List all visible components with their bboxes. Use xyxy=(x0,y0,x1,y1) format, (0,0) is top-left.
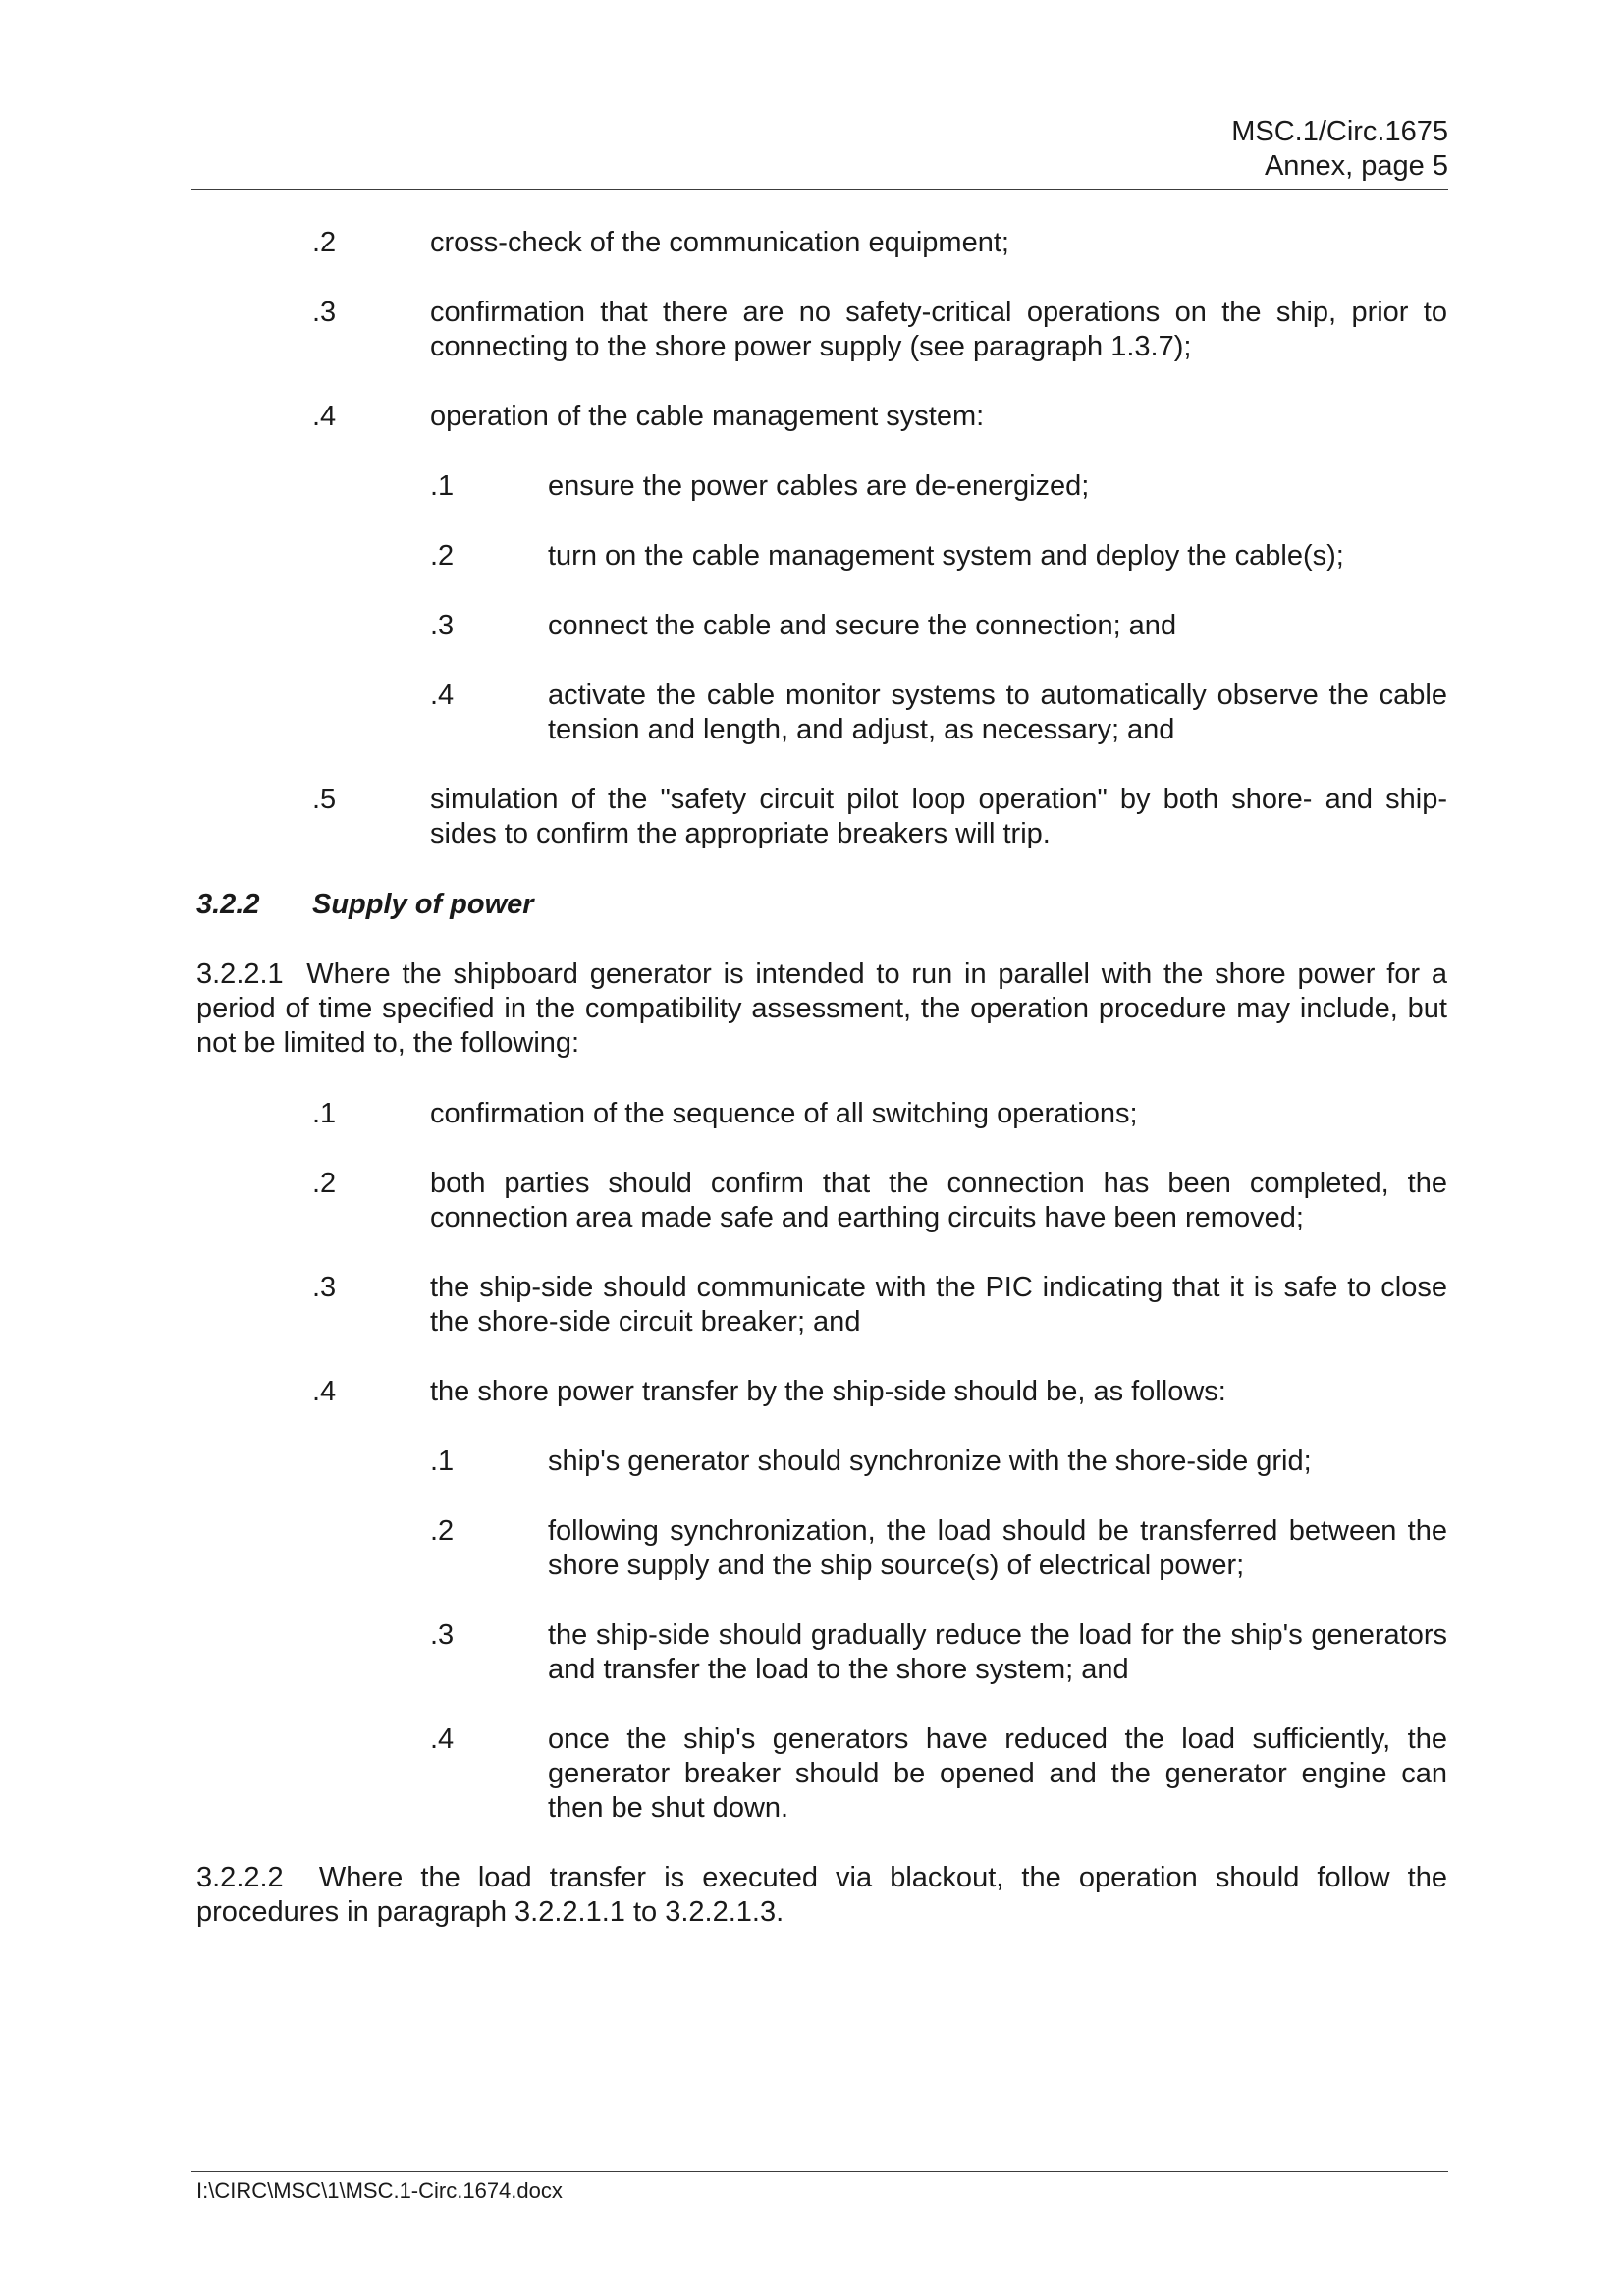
paragraph-3-2-2-2: 3.2.2.2 Where the load transfer is executed via blackout, the operation should follow the procedures in paragraph 3.2.2.1.1 to 3.2.2.1.3. xyxy=(196,1862,1447,1928)
sublist-item-text: following synchronization, the load should be transferred between the shore supply and the ship source(s) of electrical power; xyxy=(548,1515,1447,1581)
header-rule xyxy=(191,189,1448,190)
sublist-item-number: .1 xyxy=(430,470,455,502)
section-title: Supply of power xyxy=(312,889,534,920)
list-item-number: .3 xyxy=(312,297,337,328)
section-number: 3.2.2 xyxy=(196,889,260,920)
list-item-text: both parties should confirm that the connection has been completed, the connection area made safe and earthing circuits have been removed; xyxy=(430,1168,1447,1233)
sublist-item-number: .3 xyxy=(430,610,455,641)
sublist-item-text: activate the cable monitor systems to automatically observe the cable tension and length, and adjust, as necessary; and xyxy=(548,680,1447,745)
list-item-number: .4 xyxy=(312,1376,337,1407)
sublist-item-number: .4 xyxy=(430,1723,455,1755)
sublist-item-text: turn on the cable management system and deploy the cable(s); xyxy=(548,540,1344,572)
sublist-item-text: the ship-side should gradually reduce the load for the ship's generators and transfer the load to the shore system; and xyxy=(548,1619,1447,1685)
list-item-number: .2 xyxy=(312,1168,337,1199)
list-item-text: the ship-side should communicate with the PIC indicating that it is safe to close the shore-side circuit breaker; and xyxy=(430,1272,1447,1338)
list-item-number: .1 xyxy=(312,1098,337,1129)
list-item-number: .4 xyxy=(312,401,337,432)
sublist-item-number: .2 xyxy=(430,1515,455,1547)
list-item-text: confirmation of the sequence of all switching operations; xyxy=(430,1098,1138,1129)
list-item-text: simulation of the "safety circuit pilot loop operation" by both shore- and ship-sides to confirm the appropriate breakers will trip. xyxy=(430,784,1447,849)
paragraph-3-2-2-1: 3.2.2.1 Where the shipboard generator is intended to run in parallel with the shore power for a period of time specified in the compatibility assessment, the operation procedure may include, but not be limited to, the following: xyxy=(196,958,1447,1059)
list-item-number: .3 xyxy=(312,1272,337,1303)
sublist-item-number: .3 xyxy=(430,1619,455,1651)
list-item-text: operation of the cable management system: xyxy=(430,401,985,432)
sublist-item-text: ship's generator should synchronize with the shore-side grid; xyxy=(548,1446,1312,1477)
sublist-item-text: connect the cable and secure the connection; and xyxy=(548,610,1177,641)
list-item-text: the shore power transfer by the ship-side should be, as follows: xyxy=(430,1376,1226,1407)
list-item-text: confirmation that there are no safety-critical operations on the ship, prior to connecting to the shore power supply (see paragraph 1.3.7); xyxy=(430,297,1447,362)
sublist-item-number: .4 xyxy=(430,680,455,711)
footer-rule xyxy=(191,2171,1448,2172)
sublist-item-number: .1 xyxy=(430,1446,455,1477)
footer-file-path: I:\CIRC\MSC\1\MSC.1-Circ.1674.docx xyxy=(196,2178,563,2203)
sublist-item-number: .2 xyxy=(430,540,455,572)
list-item-number: .2 xyxy=(312,227,337,258)
list-item-number: .5 xyxy=(312,784,337,815)
header-document-ref: MSC.1/Circ.1675 xyxy=(1231,116,1448,147)
list-item-text: cross-check of the communication equipment; xyxy=(430,227,1009,258)
header-page-number: Annex, page 5 xyxy=(1264,150,1448,182)
sublist-item-text: once the ship's generators have reduced the load sufficiently, the generator breaker should be opened and the generator engine can then be shut down. xyxy=(548,1723,1447,1824)
sublist-item-text: ensure the power cables are de-energized; xyxy=(548,470,1090,502)
